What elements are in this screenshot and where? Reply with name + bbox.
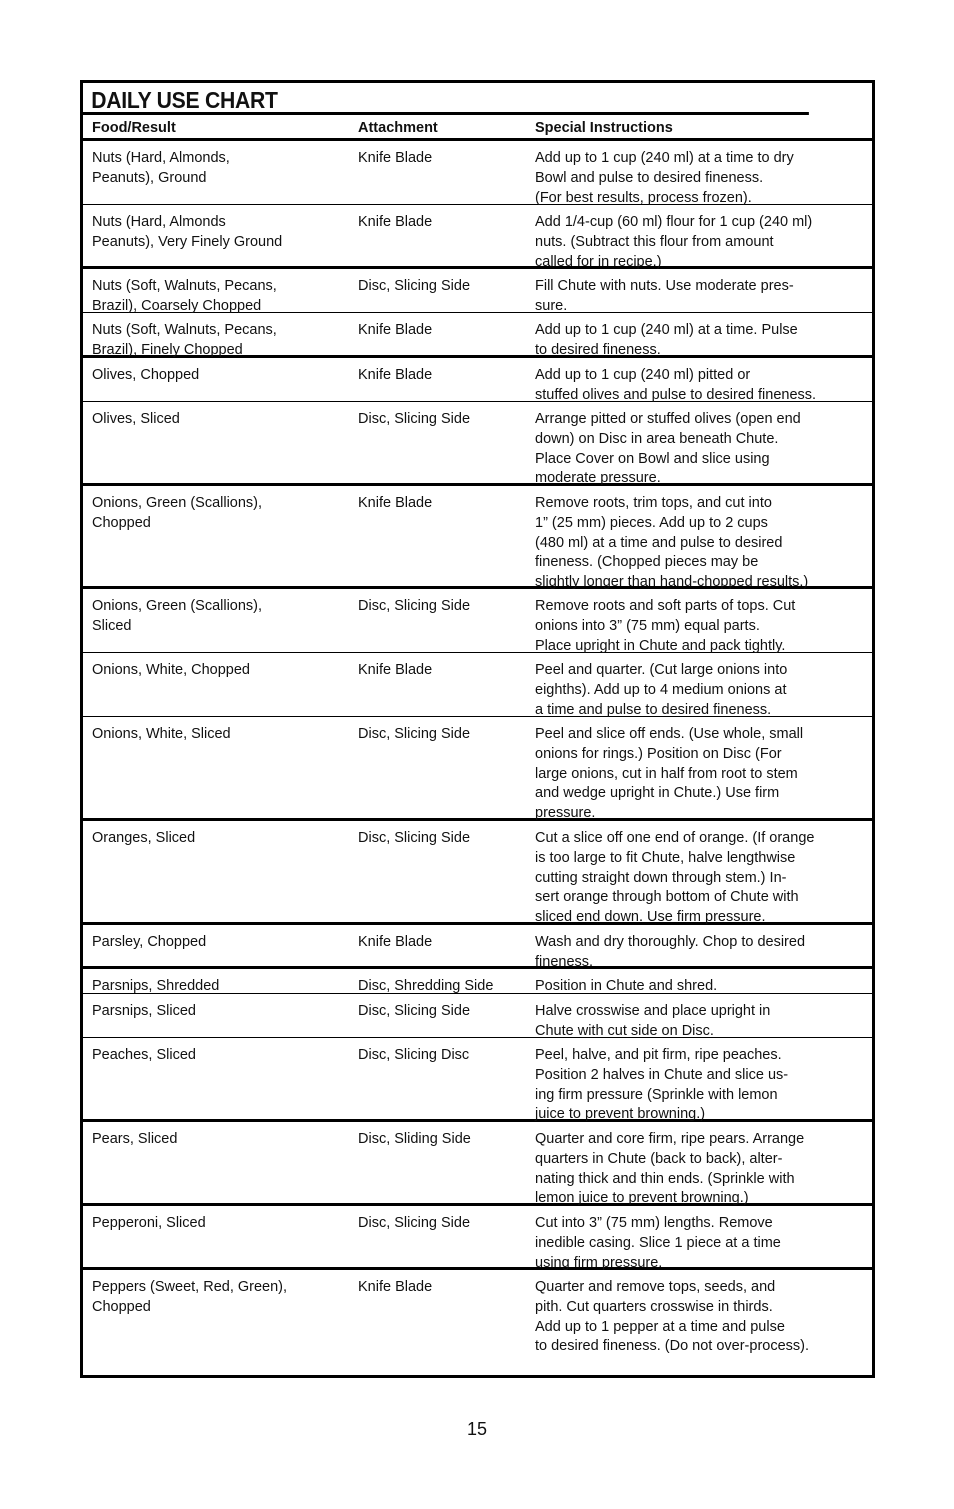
food-cell: Nuts (Soft, Walnuts, Pecans, Brazil), Finely Chopped bbox=[92, 322, 277, 358]
table-row bbox=[83, 1206, 872, 1270]
instructions-cell: Add up to 1 cup (240 ml) at a time. Pulse to desired fineness. bbox=[535, 322, 798, 358]
table-body bbox=[83, 141, 872, 1367]
attachment-cell: Disc, Sliding Side bbox=[358, 1131, 471, 1147]
food-cell: Parsnips, Shredded bbox=[92, 978, 220, 994]
header-special-instructions: Special Instructions bbox=[535, 120, 673, 136]
table-row bbox=[83, 1038, 872, 1122]
instructions-cell: Peel and slice off ends. (Use whole, small onions for rings.) Position on Disc (For large onions, cut in half from root to stem and wedge upright in Chute.) Use firm pressure. bbox=[535, 726, 804, 822]
food-cell: Parsnips, Sliced bbox=[92, 1003, 196, 1019]
table-row bbox=[83, 358, 872, 402]
instructions-cell: Remove roots and soft parts of tops. Cut onions into 3” (75 mm) equal parts. Place upright in Chute and pack tightly. bbox=[535, 598, 796, 654]
instructions-cell: Peel, halve, and pit firm, ripe peaches. Position 2 halves in Chute and slice us- ing firm pressure (Sprinkle with lemon juice to prevent browning.) bbox=[535, 1047, 789, 1123]
table-row bbox=[83, 717, 872, 821]
food-cell: Olives, Chopped bbox=[92, 367, 200, 383]
table-row bbox=[83, 141, 872, 205]
food-cell: Onions, Green (Scallions), Chopped bbox=[92, 495, 263, 531]
food-cell: Onions, Green (Scallions), Sliced bbox=[92, 598, 263, 634]
instructions-cell: Fill Chute with nuts. Use moderate pres- sure. bbox=[535, 278, 794, 314]
table-row bbox=[83, 969, 872, 994]
table-header bbox=[83, 115, 872, 141]
attachment-cell: Knife Blade bbox=[358, 662, 433, 678]
table-row bbox=[83, 925, 872, 969]
attachment-cell: Knife Blade bbox=[358, 1279, 433, 1295]
attachment-cell: Disc, Slicing Side bbox=[358, 726, 471, 742]
instructions-cell: Cut a slice off one end of orange. (If orange is too large to fit Chute, halve lengthwise cutting straight down through stem.) In- sert orange through bottom of Chute with sliced end down. Use firm pressure. bbox=[535, 830, 815, 926]
food-cell: Oranges, Sliced bbox=[92, 830, 196, 846]
page-number: 15 bbox=[466, 1419, 488, 1439]
table-row bbox=[83, 486, 872, 589]
header-food-result: Food/Result bbox=[92, 120, 176, 136]
instructions-cell: Remove roots, trim tops, and cut into 1” (25 mm) pieces. Add up to 2 cups (480 ml) at a time and pulse to desired fineness. (Chopped pieces may be slightly longer than hand-chopped results.) bbox=[535, 495, 809, 591]
attachment-cell: Knife Blade bbox=[358, 322, 433, 338]
instructions-cell: Add 1/4-cup (60 ml) flour for 1 cup (240 ml) nuts. (Subtract this flour from amount called for in recipe.) bbox=[535, 214, 813, 270]
food-cell: Parsley, Chopped bbox=[92, 934, 207, 950]
table-row bbox=[83, 994, 872, 1038]
attachment-cell: Knife Blade bbox=[358, 934, 433, 950]
table-row bbox=[83, 821, 872, 925]
attachment-cell: Disc, Slicing Side bbox=[358, 278, 471, 294]
instructions-cell: Wash and dry thoroughly. Chop to desired fineness. bbox=[535, 934, 806, 970]
table-row bbox=[83, 589, 872, 653]
attachment-cell: Disc, Slicing Disc bbox=[358, 1047, 470, 1063]
daily-use-chart bbox=[80, 80, 875, 1378]
food-cell: Pepperoni, Sliced bbox=[92, 1215, 206, 1231]
table-row bbox=[83, 1270, 872, 1367]
table-row bbox=[83, 205, 872, 269]
table-row bbox=[83, 269, 872, 313]
food-cell: Pears, Sliced bbox=[92, 1131, 178, 1147]
header-attachment: Attachment bbox=[358, 120, 438, 136]
attachment-cell: Disc, Slicing Side bbox=[358, 1215, 471, 1231]
instructions-cell: Add up to 1 cup (240 ml) at a time to dry Bowl and pulse to desired fineness. (For best results, process frozen). bbox=[535, 150, 794, 206]
instructions-cell: Peel and quarter. (Cut large onions into eighths). Add up to 4 medium onions at a time and pulse to desired fineness. bbox=[535, 662, 788, 718]
instructions-cell: Position in Chute and shred. bbox=[535, 978, 718, 994]
instructions-cell: Quarter and core firm, ripe pears. Arrange quarters in Chute (back to back), alter- nating thick and thin ends. (Sprinkle with lemon juice to prevent browning.) bbox=[535, 1131, 805, 1207]
food-cell: Onions, White, Chopped bbox=[92, 662, 250, 678]
attachment-cell: Disc, Slicing Side bbox=[358, 830, 471, 846]
table-row bbox=[83, 313, 872, 358]
table-row bbox=[83, 1122, 872, 1206]
food-cell: Onions, White, Sliced bbox=[92, 726, 231, 742]
attachment-cell: Knife Blade bbox=[358, 150, 433, 166]
food-cell: Nuts (Hard, Almonds Peanuts), Very Finely Ground bbox=[92, 214, 283, 250]
attachment-cell: Disc, Slicing Side bbox=[358, 411, 471, 427]
instructions-cell: Cut into 3” (75 mm) lengths. Remove inedible casing. Slice 1 piece at a time using firm pressure. bbox=[535, 1215, 781, 1271]
instructions-cell: Arrange pitted or stuffed olives (open end down) on Disc in area beneath Chute. Place Cover on Bowl and slice using moderate pressure. bbox=[535, 411, 801, 487]
instructions-cell: Quarter and remove tops, seeds, and pith. Cut quarters crosswise in thirds. Add up to 1 pepper at a time and pulse to desired fineness. (Do not over-process). bbox=[535, 1279, 810, 1355]
food-cell: Olives, Sliced bbox=[92, 411, 180, 427]
attachment-cell: Knife Blade bbox=[358, 214, 433, 230]
table-row bbox=[83, 402, 872, 486]
chart-title: DAILY USE CHART bbox=[83, 83, 809, 115]
attachment-cell: Knife Blade bbox=[358, 367, 433, 383]
food-cell: Nuts (Hard, Almonds, Peanuts), Ground bbox=[92, 150, 230, 186]
attachment-cell: Disc, Slicing Side bbox=[358, 598, 471, 614]
instructions-cell: Halve crosswise and place upright in Chute with cut side on Disc. bbox=[535, 1003, 771, 1039]
table-row bbox=[83, 653, 872, 717]
instructions-cell: Add up to 1 cup (240 ml) pitted or stuffed olives and pulse to desired fineness. bbox=[535, 367, 817, 403]
food-cell: Nuts (Soft, Walnuts, Pecans, Brazil), Coarsely Chopped bbox=[92, 278, 277, 314]
attachment-cell: Knife Blade bbox=[358, 495, 433, 511]
attachment-cell: Disc, Slicing Side bbox=[358, 1003, 471, 1019]
food-cell: Peppers (Sweet, Red, Green), Chopped bbox=[92, 1279, 288, 1315]
attachment-cell: Disc, Shredding Side bbox=[358, 978, 494, 994]
food-cell: Peaches, Sliced bbox=[92, 1047, 196, 1063]
